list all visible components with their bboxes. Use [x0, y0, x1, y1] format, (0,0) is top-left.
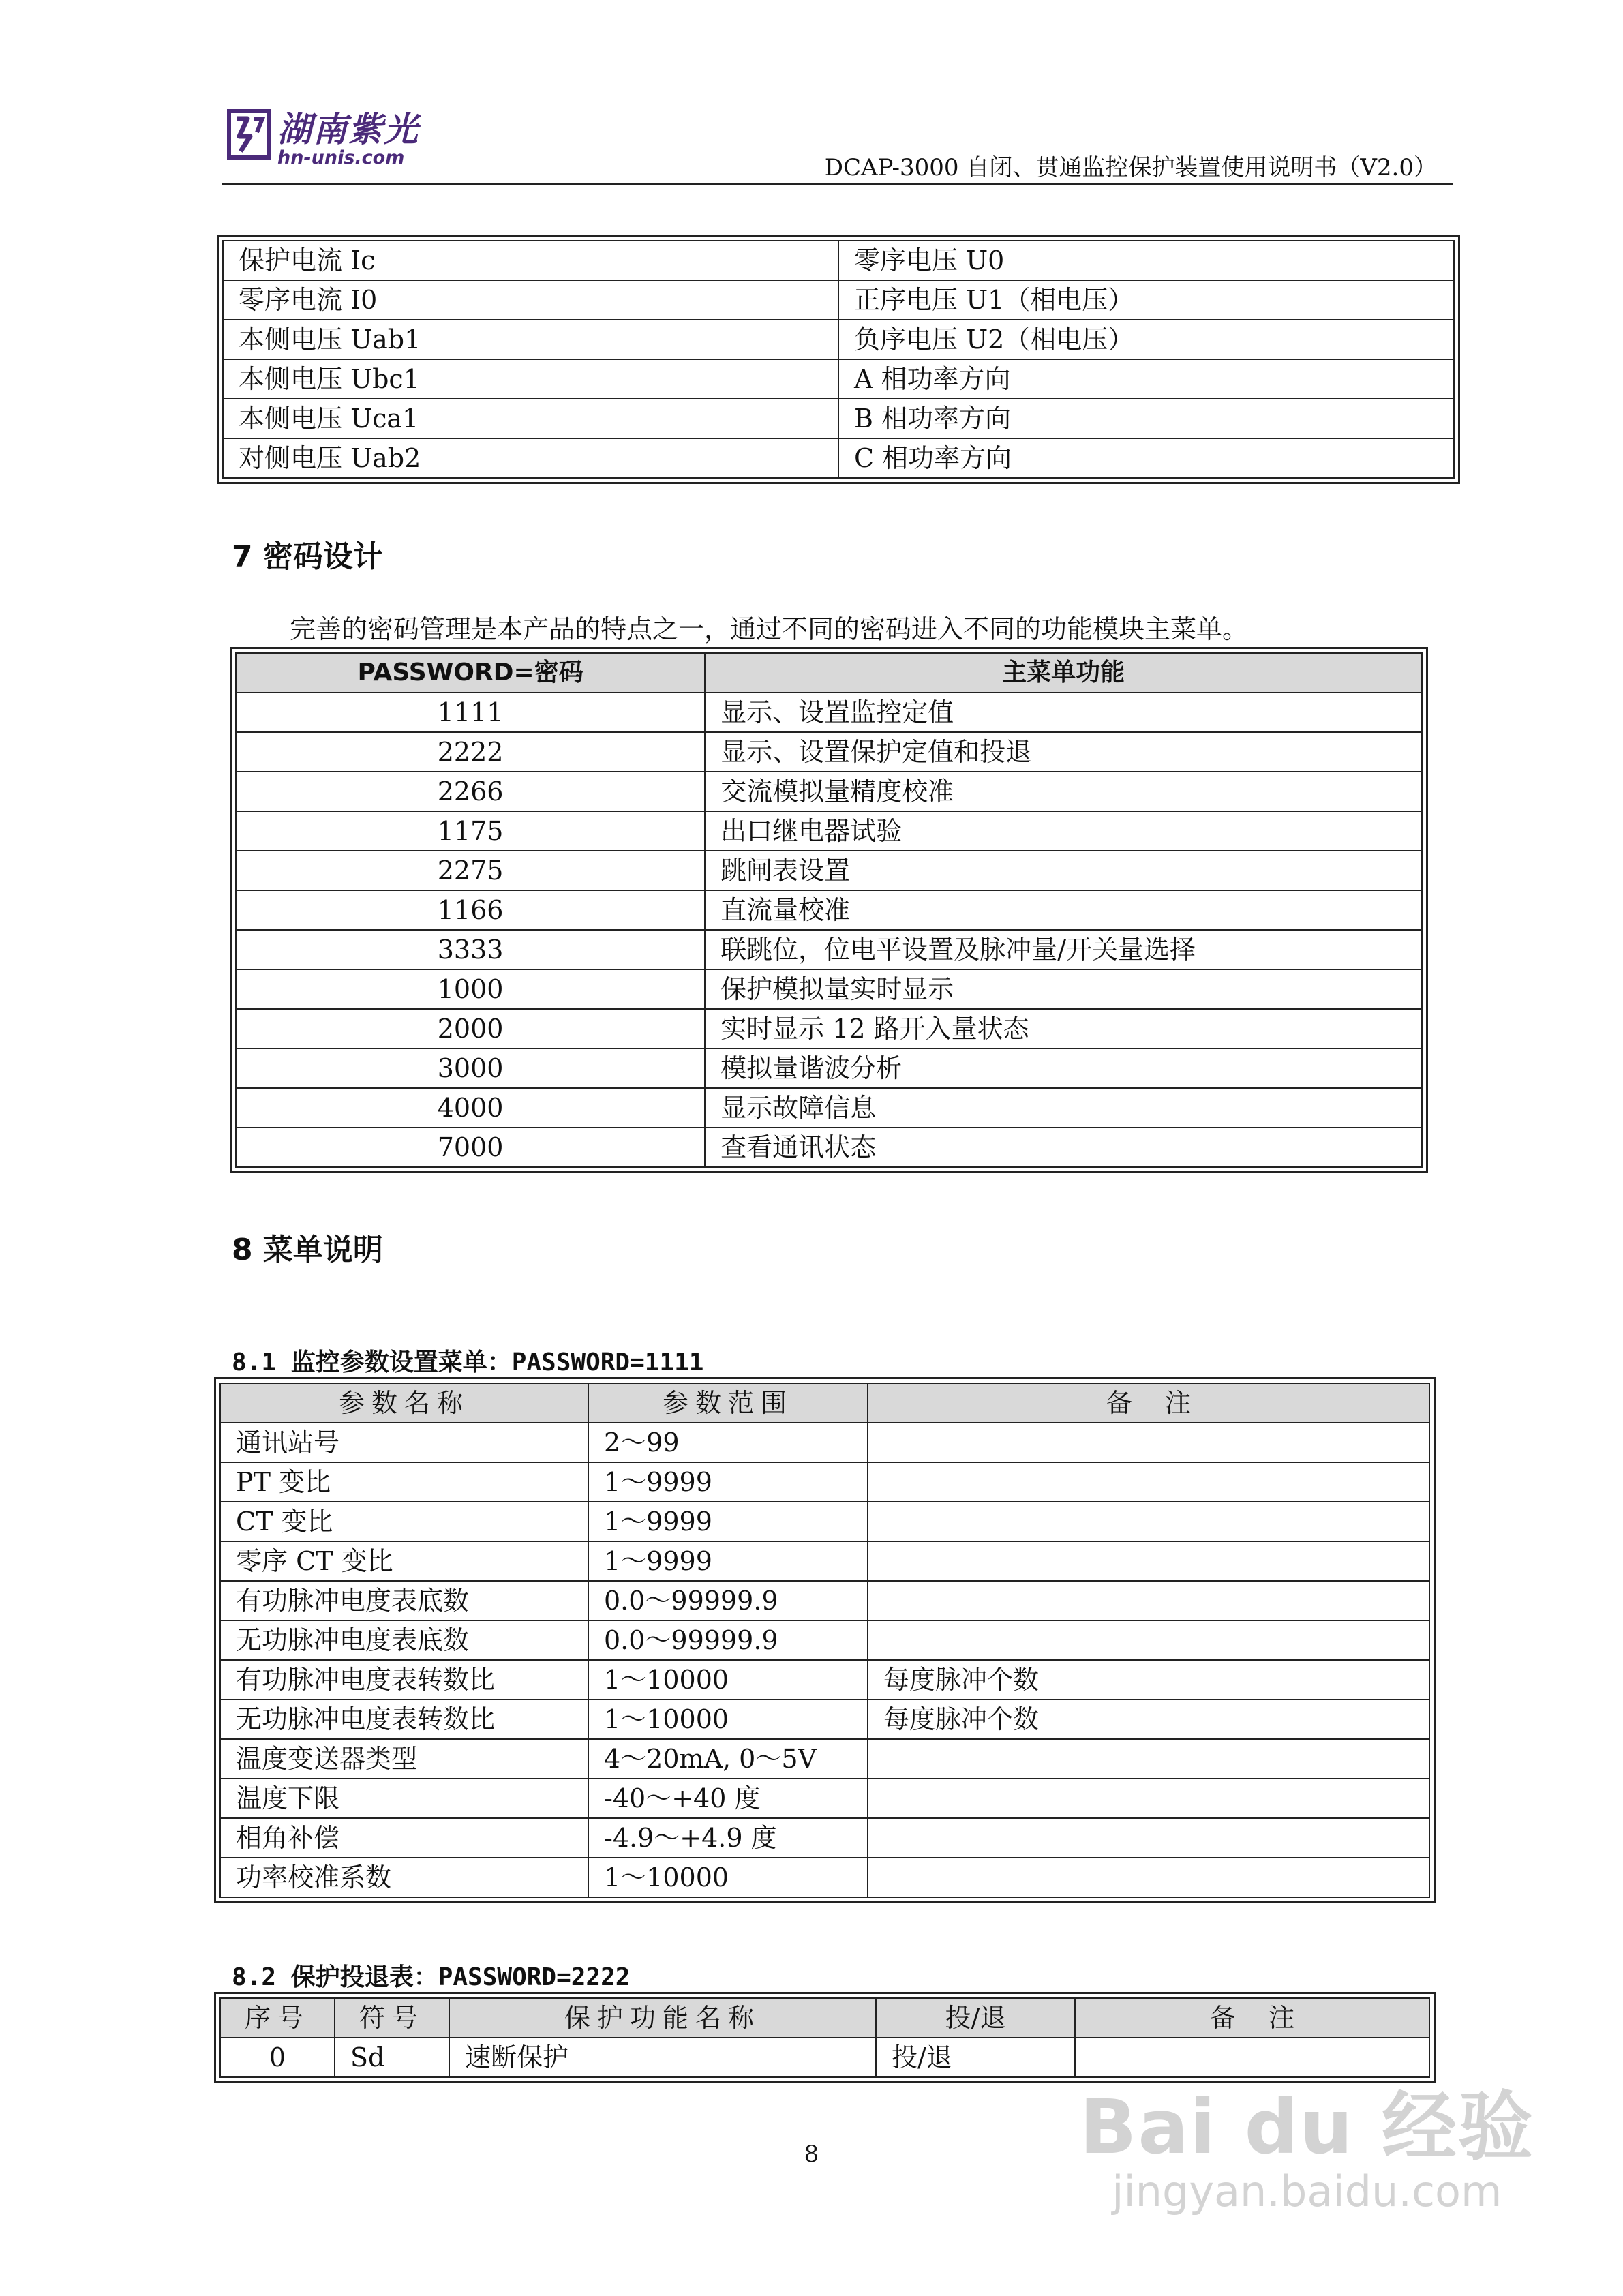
column-header: 参数名称: [220, 1383, 588, 1423]
table-cell: 零序电流 I0: [223, 280, 838, 320]
column-header: 参数范围: [588, 1383, 868, 1423]
param-name: 无功脉冲电度表转数比: [220, 1700, 588, 1739]
watermark-url: jingyan.baidu.com: [1112, 2166, 1502, 2216]
row-function: 速断保护: [449, 2038, 876, 2077]
table-row: [220, 1462, 1429, 1502]
table-row: [220, 1423, 1429, 1462]
table-row: [236, 811, 1422, 851]
password-cell: 1175: [236, 811, 705, 851]
table-row: [220, 1502, 1429, 1541]
table-row: [223, 280, 1454, 320]
password-cell: 1000: [236, 969, 705, 1009]
column-header: 主菜单功能: [705, 653, 1422, 693]
param-name: 温度下限: [220, 1779, 588, 1818]
company-logo: [227, 109, 419, 168]
section-intro: 完善的密码管理是本产品的特点之一，通过不同的密码进入不同的功能模块主菜单。: [290, 614, 1249, 644]
table-cell: 零序电压 U0: [838, 241, 1454, 280]
param-range: -4.9～+4.9 度: [588, 1818, 868, 1858]
table-cell: 本侧电压 Ubc1: [223, 359, 838, 399]
password-cell: 1166: [236, 890, 705, 930]
document-title: DCAP-3000 自闭、贯通监控保护装置使用说明书（V2.0）: [824, 154, 1437, 181]
table-header-row: [236, 653, 1422, 693]
watermark-main: Bai du 经验: [1079, 2083, 1534, 2171]
param-name: PT 变比: [220, 1462, 588, 1502]
function-cell: 查看通讯状态: [705, 1128, 1422, 1167]
table-row: [223, 438, 1454, 478]
table-row: [220, 1700, 1429, 1739]
subsection-heading: 8.2 保护投退表：PASSWORD=2222: [232, 1963, 631, 1991]
logo-url: hn-unis.com: [277, 147, 405, 168]
param-note: [868, 1779, 1429, 1818]
row-toggle: 投/退: [876, 2038, 1075, 2077]
param-name: 有功脉冲电度表底数: [220, 1581, 588, 1620]
param-note: [868, 1423, 1429, 1462]
param-name: 零序 CT 变比: [220, 1541, 588, 1581]
row-note: [1075, 2038, 1429, 2077]
param-name: 通讯站号: [220, 1423, 588, 1462]
section-heading: 7 密码设计: [232, 539, 383, 574]
table-row: [236, 1128, 1422, 1167]
column-header: 序号: [220, 1998, 335, 2038]
table-row: [236, 732, 1422, 772]
param-note: 每度脉冲个数: [868, 1700, 1429, 1739]
param-range: 0.0～99999.9: [588, 1581, 868, 1620]
table-cell: 保护电流 Ic: [223, 241, 838, 280]
param-name: 有功脉冲电度表转数比: [220, 1660, 588, 1700]
password-cell: 3333: [236, 930, 705, 969]
param-name: CT 变比: [220, 1502, 588, 1541]
table-cell: A 相功率方向: [838, 359, 1454, 399]
function-cell: 保护模拟量实时显示: [705, 969, 1422, 1009]
param-note: [868, 1541, 1429, 1581]
table-row: [236, 969, 1422, 1009]
table-row: [223, 399, 1454, 438]
param-range: 2～99: [588, 1423, 868, 1462]
password-cell: 2266: [236, 772, 705, 811]
function-cell: 显示、设置监控定值: [705, 693, 1422, 732]
table-row: [236, 930, 1422, 969]
table-header-row: [220, 1383, 1429, 1423]
password-table: [235, 652, 1423, 1168]
table-row: [220, 1581, 1429, 1620]
param-name: 相角补偿: [220, 1818, 588, 1858]
password-cell: 1111: [236, 693, 705, 732]
password-cell: 2000: [236, 1009, 705, 1048]
param-range: 1～9999: [588, 1541, 868, 1581]
table-row: [220, 2038, 1429, 2077]
logo-mark-icon: [227, 109, 271, 160]
row-symbol: Sd: [335, 2038, 449, 2077]
password-cell: 3000: [236, 1048, 705, 1088]
table-row: [236, 890, 1422, 930]
column-header: 符号: [335, 1998, 449, 2038]
param-name: 无功脉冲电度表底数: [220, 1620, 588, 1660]
logo-name: 湖南紫光: [277, 110, 419, 149]
table-row: [220, 1620, 1429, 1660]
page-number: 8: [804, 2141, 819, 2168]
section-heading: 8 菜单说明: [232, 1233, 383, 1267]
param-range: 4～20mA, 0～5V: [588, 1739, 868, 1779]
table-row: [220, 1541, 1429, 1581]
password-cell: 2275: [236, 851, 705, 890]
baidu-watermark: [1079, 2083, 1534, 2216]
table-row: [236, 1048, 1422, 1088]
table-row: [223, 359, 1454, 399]
param-range: -40～+40 度: [588, 1779, 868, 1818]
function-cell: 实时显示 12 路开入量状态: [705, 1009, 1422, 1048]
table-cell: 本侧电压 Uab1: [223, 320, 838, 359]
param-note: [868, 1502, 1429, 1541]
param-note: [868, 1620, 1429, 1660]
monitor-params-table: [219, 1383, 1430, 1898]
table-row: [236, 1009, 1422, 1048]
param-range: 1～10000: [588, 1858, 868, 1897]
function-cell: 直流量校准: [705, 890, 1422, 930]
param-range: 1～10000: [588, 1660, 868, 1700]
table-cell: C 相功率方向: [838, 438, 1454, 478]
header-divider: [222, 183, 1453, 185]
column-header: 备 注: [868, 1383, 1429, 1423]
table-header-row: [220, 1998, 1429, 2038]
password-cell: 2222: [236, 732, 705, 772]
table-row: [236, 1088, 1422, 1128]
table-row: [236, 772, 1422, 811]
function-cell: 显示故障信息: [705, 1088, 1422, 1128]
measurement-table: [222, 240, 1455, 479]
table-row: [236, 693, 1422, 732]
table-row: [220, 1660, 1429, 1700]
param-note: [868, 1739, 1429, 1779]
table-row: [223, 241, 1454, 280]
table-row: [220, 1858, 1429, 1897]
param-range: 1～9999: [588, 1502, 868, 1541]
protection-table: [219, 1997, 1430, 2078]
param-note: [868, 1462, 1429, 1502]
password-cell: 4000: [236, 1088, 705, 1128]
table-row: [236, 851, 1422, 890]
param-range: 1～10000: [588, 1700, 868, 1739]
function-cell: 模拟量谐波分析: [705, 1048, 1422, 1088]
column-header: PASSWORD=密码: [236, 653, 705, 693]
param-range: 0.0～99999.9: [588, 1620, 868, 1660]
param-note: [868, 1581, 1429, 1620]
param-name: 功率校准系数: [220, 1858, 588, 1897]
function-cell: 出口继电器试验: [705, 811, 1422, 851]
table-cell: 本侧电压 Uca1: [223, 399, 838, 438]
table-row: [223, 320, 1454, 359]
param-range: 1～9999: [588, 1462, 868, 1502]
function-cell: 交流模拟量精度校准: [705, 772, 1422, 811]
param-note: [868, 1818, 1429, 1858]
table-cell: B 相功率方向: [838, 399, 1454, 438]
function-cell: 跳闸表设置: [705, 851, 1422, 890]
table-row: [220, 1818, 1429, 1858]
subsection-heading: 8.1 监控参数设置菜单：PASSWORD=1111: [232, 1348, 704, 1376]
row-number: 0: [220, 2038, 335, 2077]
function-cell: 显示、设置保护定值和投退: [705, 732, 1422, 772]
param-note: 每度脉冲个数: [868, 1660, 1429, 1700]
param-name: 温度变送器类型: [220, 1739, 588, 1779]
table-cell: 正序电压 U1（相电压）: [838, 280, 1454, 320]
password-cell: 7000: [236, 1128, 705, 1167]
column-header: 投/退: [876, 1998, 1075, 2038]
table-row: [220, 1739, 1429, 1779]
column-header: 备 注: [1075, 1998, 1429, 2038]
param-note: [868, 1858, 1429, 1897]
column-header: 保护功能名称: [449, 1998, 876, 2038]
table-cell: 负序电压 U2（相电压）: [838, 320, 1454, 359]
function-cell: 联跳位，位电平设置及脉冲量/开关量选择: [705, 930, 1422, 969]
table-row: [220, 1779, 1429, 1818]
table-cell: 对侧电压 Uab2: [223, 438, 838, 478]
